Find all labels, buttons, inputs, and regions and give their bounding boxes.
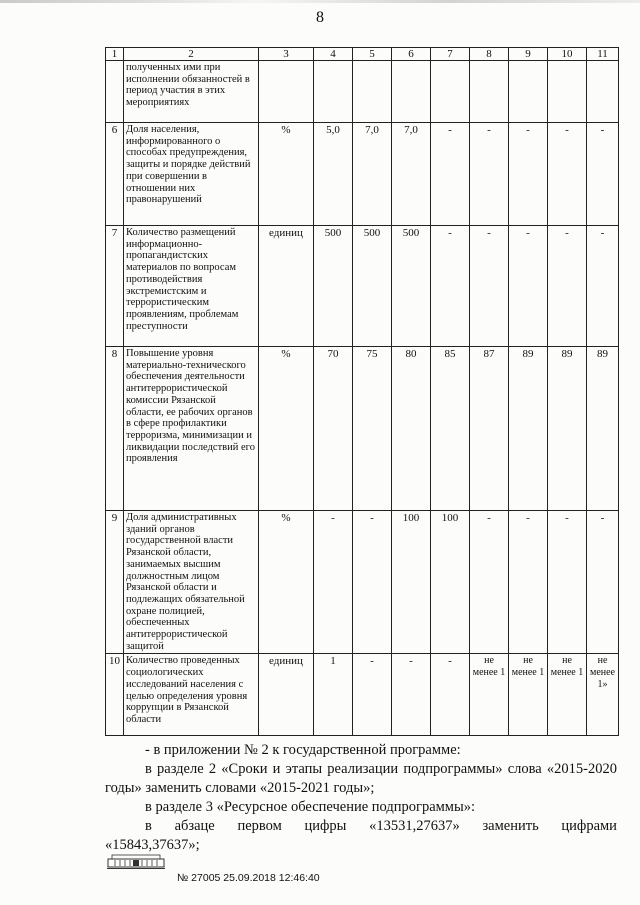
- word: в: [145, 818, 152, 834]
- unit-cell: %: [259, 123, 314, 226]
- word: цифрами: [561, 818, 617, 834]
- unit-cell: %: [259, 347, 314, 511]
- header-cell: 9: [509, 48, 548, 61]
- table-row: [106, 226, 619, 347]
- indicator-name: Повышение уровня материально-технического обеспечения деятельности антитеррористической комиссии Рязанской области, ее рабочих органов в сфере профилактики терроризма, минимизации и ликвидации последствий его проявления: [124, 347, 259, 511]
- paragraph-line: «15843,37637»;: [105, 837, 200, 853]
- value-cell: 100: [431, 511, 470, 654]
- value-cell: не менее 1: [470, 654, 509, 736]
- registry-logo: [107, 853, 165, 869]
- value-cell: [392, 61, 431, 123]
- unit-cell: единиц: [259, 654, 314, 736]
- header-cell: 6: [392, 48, 431, 61]
- indicator-name: Количество размещений информационно-пропагандистских материалов по вопросам противодействия экстремистским и террористическим проявлениям, проблемам преступности: [124, 226, 259, 347]
- indicator-name: Доля населения, информированного о способах предупреждения, защиты и порядке действий при совершении в отношении них правонарушений: [124, 123, 259, 226]
- value-cell: -: [548, 123, 587, 226]
- value-cell: -: [470, 123, 509, 226]
- value-cell: -: [587, 226, 619, 347]
- value-cell: 89: [509, 347, 548, 511]
- value-cell: -: [431, 226, 470, 347]
- header-cell: 1: [106, 48, 124, 61]
- value-cell: -: [314, 511, 353, 654]
- value-cell: -: [548, 511, 587, 654]
- row-number: 6: [106, 123, 124, 226]
- word: цифры: [304, 818, 347, 834]
- value-cell: -: [392, 654, 431, 736]
- row-number: 10: [106, 654, 124, 736]
- value-cell: -: [470, 226, 509, 347]
- row-number: [106, 61, 124, 123]
- indicator-name: полученных ими при исполнении обязанностей в период участия в этих мероприятиях: [124, 61, 259, 123]
- table-row: [106, 654, 619, 736]
- value-cell: 100: [392, 511, 431, 654]
- value-cell: [509, 61, 548, 123]
- table-row: [106, 511, 619, 654]
- scan-edge: [0, 0, 640, 3]
- header-cell: 3: [259, 48, 314, 61]
- unit-cell: единиц: [259, 226, 314, 347]
- header-cell: 4: [314, 48, 353, 61]
- paragraph-section-2: в разделе 2 «Сроки и этапы реализации подпрограммы» слова «2015-2020 годы» заменить словами «2015-2021 годы»;: [105, 761, 617, 796]
- value-cell: -: [548, 226, 587, 347]
- unit-cell: [259, 61, 314, 123]
- unit-cell: %: [259, 511, 314, 654]
- value-cell: -: [470, 511, 509, 654]
- value-cell: -: [509, 226, 548, 347]
- value-cell: 70: [314, 347, 353, 511]
- paragraph-replace-figures: [105, 817, 617, 855]
- value-cell: 89: [587, 347, 619, 511]
- value-cell: 500: [353, 226, 392, 347]
- value-cell: 7,0: [392, 123, 431, 226]
- table-row: [106, 123, 619, 226]
- header-cell: 10: [548, 48, 587, 61]
- page-number: 8: [316, 9, 324, 26]
- value-cell: [548, 61, 587, 123]
- word: «13531,27637»: [369, 818, 460, 834]
- value-cell: 89: [548, 347, 587, 511]
- word: первом: [237, 818, 282, 834]
- value-cell: 87: [470, 347, 509, 511]
- header-cell: 8: [470, 48, 509, 61]
- header-cell: 7: [431, 48, 470, 61]
- value-cell: 500: [314, 226, 353, 347]
- value-cell: не менее 1: [548, 654, 587, 736]
- indicator-name: Доля административных зданий органов государственной власти Рязанской области, занимаемых высшим должностным лицом Рязанской области и подлежащих обязательной охране полицией, обеспеченных антитеррористической защитой: [124, 511, 259, 654]
- indicator-name: Количество проведенных социологических исследований населения с целью определения уровня коррупции в Рязанской области: [124, 654, 259, 736]
- value-cell: -: [509, 511, 548, 654]
- row-number: 7: [106, 226, 124, 347]
- value-cell: -: [353, 511, 392, 654]
- table-header-row: [106, 48, 619, 61]
- table-row: [106, 347, 619, 511]
- word: абзаце: [174, 818, 215, 834]
- value-cell: [587, 61, 619, 123]
- value-cell: -: [431, 654, 470, 736]
- value-cell: [353, 61, 392, 123]
- value-cell: 500: [392, 226, 431, 347]
- value-cell: [431, 61, 470, 123]
- value-cell: -: [587, 511, 619, 654]
- value-cell: не менее 1: [509, 654, 548, 736]
- word: заменить: [482, 818, 539, 834]
- value-cell: 5,0: [314, 123, 353, 226]
- value-cell: 75: [353, 347, 392, 511]
- row-number: 8: [106, 347, 124, 511]
- value-cell: [470, 61, 509, 123]
- value-cell: -: [431, 123, 470, 226]
- value-cell: -: [353, 654, 392, 736]
- value-cell: -: [509, 123, 548, 226]
- value-cell: 1: [314, 654, 353, 736]
- value-cell: [314, 61, 353, 123]
- table-row: [106, 61, 619, 123]
- paragraph-line: [105, 817, 617, 836]
- value-cell: 80: [392, 347, 431, 511]
- value-cell: -: [587, 123, 619, 226]
- row-number: 9: [106, 511, 124, 654]
- value-cell: не менее 1»: [587, 654, 619, 736]
- paragraph-section-3: в разделе 3 «Ресурсное обеспечение подпрограммы»:: [145, 799, 476, 815]
- value-cell: 7,0: [353, 123, 392, 226]
- header-cell: 11: [587, 48, 619, 61]
- header-cell: 5: [353, 48, 392, 61]
- value-cell: 85: [431, 347, 470, 511]
- document-registration-id: № 27005 25.09.2018 12:46:40: [177, 872, 320, 884]
- header-cell: 2: [124, 48, 259, 61]
- indicators-table: [105, 47, 619, 736]
- paragraph-appendix: - в приложении № 2 к государственной программе:: [145, 742, 461, 758]
